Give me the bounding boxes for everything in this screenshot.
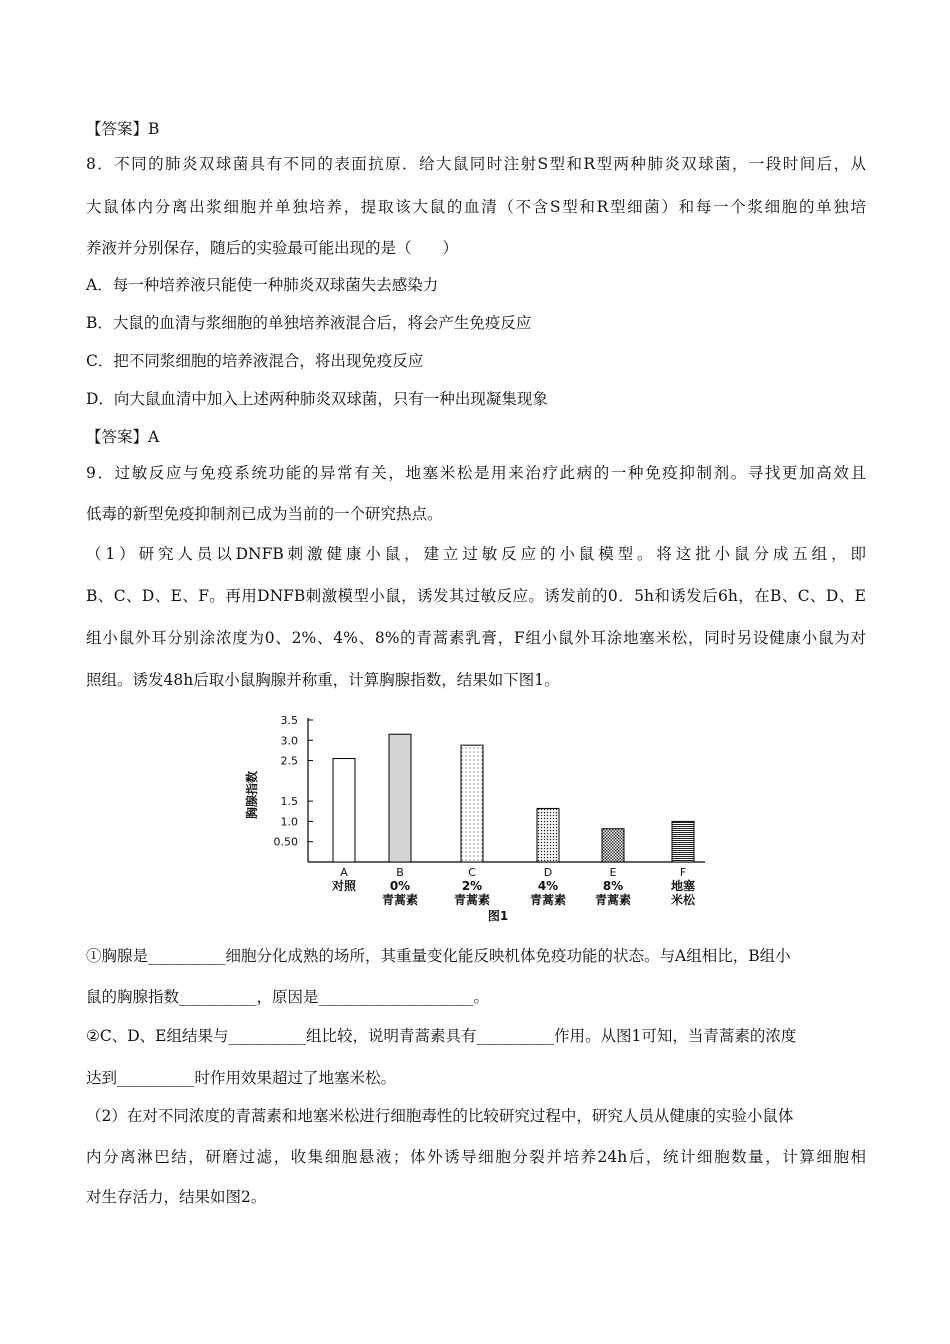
q9-part2-line1: （2）在对不同浓度的青蒿素和地塞米松进行细胞毒性的比较研究过程中，研究人员从健康的实验小鼠体 — [86, 1107, 794, 1125]
bar-e — [602, 829, 624, 862]
bar-a — [333, 759, 355, 862]
y-tick-label: 3.5 — [280, 714, 298, 727]
chart-title: 图1 — [487, 909, 509, 923]
q8-option-c: C．把不同浆细胞的培养液混合，将出现免疫反应 — [86, 352, 424, 370]
q9-sub1-line1: ①胸腺是__________细胞分化成熟的场所，其重量变化能反映机体免疫功能的状态。与A组相比，B组小 — [86, 947, 791, 965]
x-category-letter: E — [609, 866, 617, 879]
q9-sub2-line1: ②C、D、E组结果与__________组比较，说明青蒿素具有__________作用。从图1可知，当青蒿素的浓度 — [86, 1027, 797, 1045]
q8-option-a: A．每一种培养液只能使一种肺炎双球菌失去感染力 — [86, 276, 439, 294]
x-category-letter: C — [468, 866, 476, 879]
q9-part1-line4: 照组。诱发48h后取小鼠胸腺并称重，计算胸腺指数，结果如下图1。 — [86, 671, 560, 689]
bar-f — [672, 821, 694, 862]
q9-stem-line2: 低毒的新型免疫抑制剂已成为当前的一个研究热点。 — [86, 505, 443, 523]
x-category-letter: F — [679, 866, 687, 879]
x-category-sublabel: 青蒿素 — [381, 893, 419, 907]
bar-d — [537, 808, 559, 862]
x-category-sublabel: 青蒿素 — [529, 893, 567, 907]
x-category-sublabel: 青蒿素 — [594, 893, 632, 907]
y-tick-label: 3.0 — [280, 734, 298, 748]
x-category-label: 对照 — [331, 879, 357, 893]
x-category-label: 4% — [537, 879, 559, 893]
x-category-label: 地塞 — [670, 879, 696, 893]
answer-q7: 【答案】B — [86, 120, 160, 138]
x-category-label: 8% — [602, 879, 624, 893]
q8-stem-line1: 8．不同的肺炎双球菌具有不同的表面抗原．给大鼠同时注射S型和R型两种肺炎双球菌，一段时间后，从 — [86, 155, 866, 173]
q8-stem-line2: 大鼠体内分离出浆细胞并单独培养，提取该大鼠的血清（不含S型和R型细菌）和每一个浆细胞的单独培 — [86, 198, 866, 216]
q8-option-b: B．大鼠的血清与浆细胞的单独培养液混合后，将会产生免疫反应 — [86, 314, 532, 332]
y-tick-label: 0.50 — [273, 835, 298, 849]
x-category-letter: A — [340, 866, 348, 879]
x-category-label: 2% — [461, 879, 483, 893]
q9-stem-line1: 9．过敏反应与免疫系统功能的异常有关，地塞米松是用来治疗此病的一种免疫抑制剂。寻找更加高效且 — [86, 464, 866, 482]
q9-sub1-line2: 鼠的胸腺指数__________，原因是____________________。 — [86, 988, 490, 1006]
q8-stem-line3: 养液并分别保存，随后的实验最可能出现的是（ ） — [86, 239, 459, 257]
x-category-label: 0% — [389, 879, 411, 893]
x-category-letter: D — [543, 866, 553, 879]
x-category-letter: B — [396, 866, 404, 879]
q9-part1-line1: （1）研究人员以DNFB刺激健康小鼠，建立过敏反应的小鼠模型。将这批小鼠分成五组，即 — [86, 545, 866, 563]
chart-svg — [240, 706, 710, 936]
x-category-sublabel: 米松 — [670, 893, 696, 907]
q9-part1-line2: B、C、D、E、F。再用DNFB刺激模型小鼠，诱发其过敏反应。诱发前的0．5h和诱发后6h，在B、C、D、E — [86, 587, 866, 605]
q8-option-d: D．向大鼠血清中加入上述两种肺炎双球菌，只有一种出现凝集现象 — [86, 390, 548, 408]
q9-part1-line3: 组小鼠外耳分别涂浓度为0、2%、4%、8%的青蒿素乳膏，F组小鼠外耳涂地塞米松，同时另设健康小鼠为对 — [86, 629, 866, 647]
x-category-sublabel: 青蒿素 — [453, 893, 491, 907]
figure-1-bar-chart — [240, 706, 710, 936]
answer-q8: 【答案】A — [86, 428, 160, 446]
y-tick-label: 2.5 — [280, 754, 298, 768]
bar-c — [461, 745, 483, 862]
q9-sub2-line2: 达到__________时作用效果超过了地塞米松。 — [86, 1069, 397, 1087]
y-tick-label: 1.0 — [280, 815, 298, 829]
y-tick-label: 1.5 — [280, 795, 298, 809]
bar-b — [389, 734, 411, 862]
q9-part2-line3: 对生存活力，结果如图2。 — [86, 1188, 267, 1206]
y-axis-title: 胸腺指数 — [245, 770, 259, 820]
q9-part2-line2: 内分离淋巴结，研磨过滤，收集细胞悬液；体外诱导细胞分裂并培养24h后，统计细胞数量，计算细胞相 — [86, 1148, 866, 1166]
